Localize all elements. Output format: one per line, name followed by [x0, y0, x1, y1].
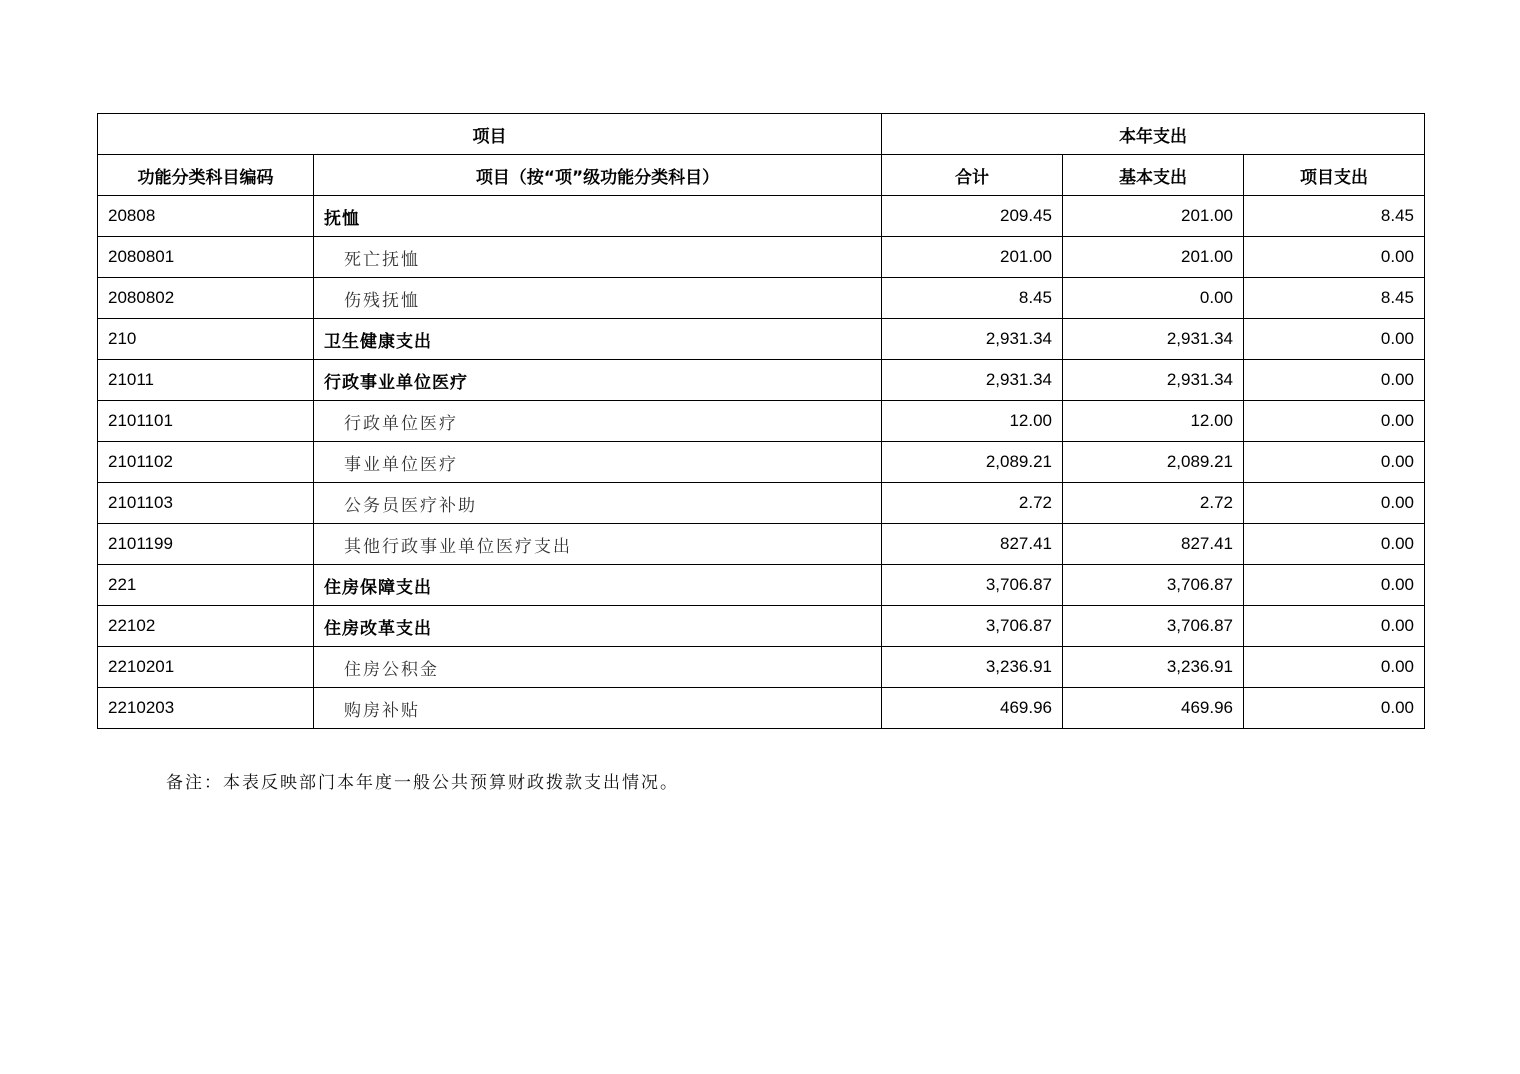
cell-project: 8.45 — [1244, 278, 1425, 319]
cell-basic: 3,706.87 — [1063, 565, 1244, 606]
cell-project: 0.00 — [1244, 319, 1425, 360]
table-body — [98, 196, 1425, 729]
footnote: 备注：本表反映部门本年度一般公共预算财政拨款支出情况。 — [166, 773, 679, 793]
header-project-group: 项目 — [98, 114, 882, 155]
cell-basic: 12.00 — [1063, 401, 1244, 442]
table-row — [98, 237, 1425, 278]
cell-total: 8.45 — [882, 278, 1063, 319]
cell-total: 2,931.34 — [882, 360, 1063, 401]
cell-project: 0.00 — [1244, 442, 1425, 483]
cell-project: 0.00 — [1244, 688, 1425, 729]
cell-total: 827.41 — [882, 524, 1063, 565]
cell-name: 住房保障支出 — [314, 565, 882, 606]
cell-project: 0.00 — [1244, 401, 1425, 442]
cell-project: 0.00 — [1244, 606, 1425, 647]
cell-project: 0.00 — [1244, 360, 1425, 401]
cell-name: 伤残抚恤 — [314, 278, 882, 319]
cell-basic: 0.00 — [1063, 278, 1244, 319]
cell-project: 0.00 — [1244, 524, 1425, 565]
header-project: 项目支出 — [1244, 155, 1425, 196]
table-row — [98, 442, 1425, 483]
cell-name: 行政事业单位医疗 — [314, 360, 882, 401]
cell-basic: 201.00 — [1063, 196, 1244, 237]
cell-basic: 827.41 — [1063, 524, 1244, 565]
cell-name: 购房补贴 — [314, 688, 882, 729]
cell-total: 3,236.91 — [882, 647, 1063, 688]
header-basic: 基本支出 — [1063, 155, 1244, 196]
cell-total: 201.00 — [882, 237, 1063, 278]
cell-basic: 2,931.34 — [1063, 319, 1244, 360]
cell-name: 死亡抚恤 — [314, 237, 882, 278]
cell-name: 事业单位医疗 — [314, 442, 882, 483]
budget-table — [97, 113, 1425, 729]
table-row — [98, 278, 1425, 319]
cell-basic: 2,089.21 — [1063, 442, 1244, 483]
table-column-header-row — [98, 155, 1425, 196]
cell-code: 210 — [98, 319, 314, 360]
cell-name: 其他行政事业单位医疗支出 — [314, 524, 882, 565]
cell-basic: 2.72 — [1063, 483, 1244, 524]
cell-total: 3,706.87 — [882, 606, 1063, 647]
header-code: 功能分类科目编码 — [98, 155, 314, 196]
cell-code: 2080802 — [98, 278, 314, 319]
table-row — [98, 688, 1425, 729]
cell-basic: 3,236.91 — [1063, 647, 1244, 688]
header-total: 合计 — [882, 155, 1063, 196]
cell-project: 0.00 — [1244, 483, 1425, 524]
cell-total: 3,706.87 — [882, 565, 1063, 606]
cell-name: 抚恤 — [314, 196, 882, 237]
table-group-header-row — [98, 114, 1425, 155]
cell-code: 22102 — [98, 606, 314, 647]
cell-total: 2.72 — [882, 483, 1063, 524]
cell-total: 209.45 — [882, 196, 1063, 237]
cell-total: 2,931.34 — [882, 319, 1063, 360]
cell-code: 2080801 — [98, 237, 314, 278]
table-row — [98, 524, 1425, 565]
cell-total: 469.96 — [882, 688, 1063, 729]
cell-code: 221 — [98, 565, 314, 606]
cell-total: 2,089.21 — [882, 442, 1063, 483]
header-name: 项目（按“项”级功能分类科目） — [314, 155, 882, 196]
cell-code: 2101102 — [98, 442, 314, 483]
cell-project: 8.45 — [1244, 196, 1425, 237]
cell-name: 住房改革支出 — [314, 606, 882, 647]
table-row — [98, 319, 1425, 360]
cell-name: 行政单位医疗 — [314, 401, 882, 442]
cell-project: 0.00 — [1244, 647, 1425, 688]
cell-project: 0.00 — [1244, 565, 1425, 606]
cell-code: 21011 — [98, 360, 314, 401]
cell-name: 住房公积金 — [314, 647, 882, 688]
cell-basic: 2,931.34 — [1063, 360, 1244, 401]
table-row — [98, 483, 1425, 524]
cell-code: 2210201 — [98, 647, 314, 688]
table-row — [98, 647, 1425, 688]
cell-basic: 201.00 — [1063, 237, 1244, 278]
table-row — [98, 401, 1425, 442]
cell-basic: 469.96 — [1063, 688, 1244, 729]
header-expense-group: 本年支出 — [882, 114, 1425, 155]
table-row — [98, 196, 1425, 237]
cell-code: 20808 — [98, 196, 314, 237]
cell-name: 公务员医疗补助 — [314, 483, 882, 524]
cell-code: 2101101 — [98, 401, 314, 442]
table-row — [98, 360, 1425, 401]
table-row — [98, 565, 1425, 606]
cell-total: 12.00 — [882, 401, 1063, 442]
table-row — [98, 606, 1425, 647]
cell-basic: 3,706.87 — [1063, 606, 1244, 647]
cell-project: 0.00 — [1244, 237, 1425, 278]
cell-code: 2101103 — [98, 483, 314, 524]
cell-name: 卫生健康支出 — [314, 319, 882, 360]
cell-code: 2101199 — [98, 524, 314, 565]
cell-code: 2210203 — [98, 688, 314, 729]
